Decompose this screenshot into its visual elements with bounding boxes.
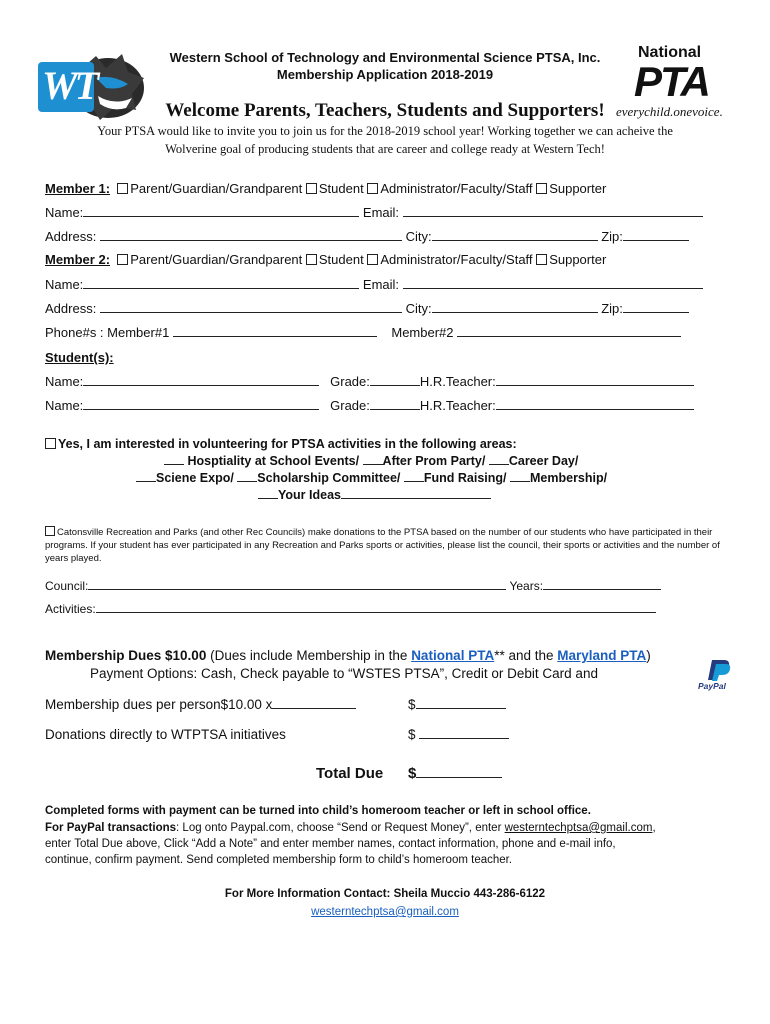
volunteer-line-2: [164, 453, 578, 469]
student1-name-label: Name:: [45, 374, 84, 389]
student1-name-field[interactable]: [83, 374, 319, 386]
student2-name-field[interactable]: [83, 398, 319, 410]
volunteer-scholarship-blank[interactable]: [237, 470, 257, 482]
volunteer-career: Career Day/: [508, 454, 579, 468]
student1-grade-label: Grade:: [330, 374, 370, 389]
paypal-logo[interactable]: [698, 658, 738, 694]
member2-email-label: Email:: [362, 277, 400, 292]
member2-label: Member 2:: [45, 252, 111, 267]
member1-checkbox-supporter[interactable]: [536, 183, 547, 194]
activities-label: Activities:: [45, 602, 96, 616]
student2-row: [45, 398, 694, 414]
volunteer-ideas-field[interactable]: [341, 487, 491, 499]
member2-row: [45, 252, 606, 268]
dues-paren-prefix: (Dues include Membership in the: [206, 648, 412, 663]
rec-checkbox[interactable]: [45, 526, 55, 536]
member1-city-label: City:: [405, 229, 432, 244]
total-due-dollar: $: [408, 765, 417, 782]
volunteer-ideas-blank[interactable]: [258, 487, 278, 499]
dues-paren-suffix: ): [646, 648, 651, 663]
dues-paren-mid: ** and the: [494, 648, 558, 663]
form-subtitle: Membership Application 2018-2019: [276, 67, 494, 82]
member1-address-label: Address:: [45, 229, 97, 244]
member2-checkbox-supporter[interactable]: [536, 254, 547, 265]
member1-address-field[interactable]: [100, 229, 402, 241]
member1-checkbox-student[interactable]: [306, 183, 317, 194]
council-row: [45, 578, 661, 594]
member1-option-parent: Parent/Guardian/Grandparent: [130, 181, 303, 196]
donations-dollar: $: [408, 727, 416, 742]
member2-zip-label: Zip:: [601, 301, 623, 316]
student1-grade-field[interactable]: [370, 374, 420, 386]
member1-label: Member 1:: [45, 181, 111, 196]
member2-city-field[interactable]: [432, 301, 598, 313]
student2-teacher-field[interactable]: [496, 398, 694, 410]
rec-text: Catonsville Recreation and Parks (and other Rec Councils) make donations to the PTSA based on the number of our students who have participated in their programs. If your student has ever participated in any Recreation and Parks sports or activities, please list the council, their sports or activities and the number of years played.: [45, 527, 720, 564]
logo-tagline: everychild.onevoice.: [616, 104, 723, 119]
member2-option-staff: Administrator/Faculty/Staff: [380, 252, 533, 267]
member1-option-student: Student: [318, 181, 364, 196]
volunteer-prom-blank[interactable]: [363, 453, 383, 465]
contact-info: For More Information Contact: Sheila Muccio 443-286-6122: [224, 888, 546, 900]
org-title: Western School of Technology and Environmental Science PTSA, Inc.: [169, 50, 601, 65]
total-due-amount: [408, 765, 502, 783]
member1-zip-field[interactable]: [623, 229, 689, 241]
contact-email-link[interactable]: westerntechptsa@gmail.com: [311, 906, 459, 918]
student2-grade-label: Grade:: [330, 398, 370, 413]
donations-label: Donations directly to WTPTSA initiatives: [45, 727, 286, 742]
member2-address-field[interactable]: [100, 301, 402, 313]
member2-address-row: [45, 301, 689, 317]
per-person-dollar: $: [408, 697, 416, 712]
student2-grade-field[interactable]: [370, 398, 420, 410]
volunteer-prom: After Prom Party/: [382, 454, 486, 468]
dues-row: [45, 648, 651, 664]
years-field[interactable]: [543, 578, 661, 590]
completed-note: Completed forms with payment can be turned into child’s homeroom teacher or left in school office.: [45, 805, 591, 817]
member1-option-supporter: Supporter: [549, 181, 607, 196]
maryland-pta-link[interactable]: Maryland PTA: [557, 648, 647, 663]
volunteer-fundraising-blank[interactable]: [404, 470, 424, 482]
paypal-text-1: : Log onto Paypal.com, choose “Send or Request Money”, enter: [176, 822, 505, 834]
council-label: Council:: [45, 579, 89, 593]
paypal-email-link[interactable]: westerntechptsa@gmail.com: [504, 822, 653, 834]
member1-checkbox-parent[interactable]: [117, 183, 128, 194]
member2-option-student: Student: [318, 252, 364, 267]
student2-name-label: Name:: [45, 398, 84, 413]
volunteer-hospitality: Hosptiality at School Events/: [187, 454, 360, 468]
member2-checkbox-staff[interactable]: [367, 254, 378, 265]
member2-checkbox-parent[interactable]: [117, 254, 128, 265]
intro-line-2: Wolverine goal of producing students that are career and college ready at Western Tech!: [165, 142, 605, 156]
payment-options: Payment Options: Cash, Check payable to “WSTES PTSA”, Credit or Debit Card and: [90, 666, 598, 681]
per-person-qty-field[interactable]: [272, 697, 356, 709]
activities-row: [45, 601, 656, 617]
total-due-field[interactable]: [416, 766, 502, 778]
member2-checkbox-student[interactable]: [306, 254, 317, 265]
member2-name-label: Name:: [45, 277, 84, 292]
member1-name-row: [45, 205, 703, 221]
students-label: Student(s):: [45, 350, 114, 365]
volunteer-ideas: Your Ideas: [278, 488, 341, 502]
contact-email-wrap: [0, 906, 770, 918]
phone2-field[interactable]: [457, 325, 681, 337]
logo-wt-text: WT: [42, 63, 96, 108]
total-due-label: Total Due: [316, 765, 384, 782]
per-person-row: [45, 697, 356, 713]
dues-title: Membership Dues $10.00: [45, 648, 207, 663]
member1-option-staff: Administrator/Faculty/Staff: [380, 181, 533, 196]
phone2-label: Member#2: [391, 325, 454, 340]
phone1-field[interactable]: [173, 325, 377, 337]
rec-paragraph: [45, 526, 735, 565]
council-field[interactable]: [88, 578, 506, 590]
phone-row: [45, 325, 681, 341]
donations-amount-field[interactable]: [419, 727, 509, 739]
member2-address-label: Address:: [45, 301, 97, 316]
volunteer-line-3: [136, 470, 607, 486]
per-person-amount-field[interactable]: [416, 697, 506, 709]
activities-field[interactable]: [96, 601, 656, 613]
logo-pta-text: PTA: [634, 58, 709, 105]
paypal-instructions-2: enter Total Due above, Click “Add a Note” and enter member names, contact information, phone and e-mail info,: [45, 838, 616, 850]
national-pta-link[interactable]: National PTA: [411, 648, 495, 663]
volunteer-line-4: [258, 487, 491, 503]
student1-teacher-field[interactable]: [496, 374, 694, 386]
years-label: Years:: [509, 579, 544, 593]
member1-row: [45, 181, 606, 197]
volunteer-hospitality-blank[interactable]: [164, 453, 184, 465]
student1-teacher-label: H.R.Teacher:: [419, 374, 496, 389]
paypal-text: PayPal: [698, 681, 726, 691]
donations-amount: [408, 727, 509, 743]
per-person-amount: [408, 697, 506, 713]
student2-teacher-label: H.R.Teacher:: [419, 398, 496, 413]
logo-national-text: National: [638, 44, 702, 61]
member1-email-field[interactable]: [403, 205, 703, 217]
paypal-text-comma: ,: [652, 822, 656, 834]
per-person-label: Membership dues per person$10.00 x: [45, 697, 273, 712]
volunteer-membership: Membership/: [530, 471, 608, 485]
volunteer-fundraising: Fund Raising/: [423, 471, 507, 485]
volunteer-scholarship: Scholarship Committee/: [257, 471, 401, 485]
member1-zip-label: Zip:: [601, 229, 623, 244]
student1-row: [45, 374, 694, 390]
volunteer-text: Yes, I am interested in volunteering for PTSA activities in the following areas:: [58, 437, 517, 451]
intro-line-1: Your PTSA would like to invite you to join us for the 2018-2019 school year! Working together we can acheive the: [97, 124, 673, 138]
member1-address-row: [45, 229, 689, 245]
paypal-instructions-3: continue, confirm payment. Send completed membership form to child’s homeroom teacher.: [45, 854, 513, 866]
paypal-instructions-1: [45, 820, 656, 836]
welcome-heading: Welcome Parents, Teachers, Students and Supporters!: [165, 100, 605, 121]
volunteer-science: Sciene Expo/: [156, 471, 234, 485]
member2-option-supporter: Supporter: [549, 252, 607, 267]
member1-checkbox-staff[interactable]: [367, 183, 378, 194]
member1-name-field[interactable]: [83, 205, 359, 217]
member2-name-row: [45, 277, 703, 293]
member1-email-label: Email:: [362, 205, 400, 220]
volunteer-membership-blank[interactable]: [510, 470, 530, 482]
member1-name-label: Name:: [45, 205, 84, 220]
member2-zip-field[interactable]: [623, 301, 689, 313]
paypal-bold-label: For PayPal transactions: [45, 822, 177, 834]
volunteer-career-blank[interactable]: [489, 453, 509, 465]
member2-name-field[interactable]: [83, 277, 359, 289]
member2-email-field[interactable]: [403, 277, 703, 289]
member2-city-label: City:: [405, 301, 432, 316]
member2-option-parent: Parent/Guardian/Grandparent: [130, 252, 303, 267]
volunteer-checkbox[interactable]: [45, 438, 56, 449]
member1-city-field[interactable]: [432, 229, 598, 241]
volunteer-row: [45, 436, 517, 452]
phone1-label: Phone#s : Member#1: [45, 325, 170, 340]
volunteer-science-blank[interactable]: [136, 470, 156, 482]
